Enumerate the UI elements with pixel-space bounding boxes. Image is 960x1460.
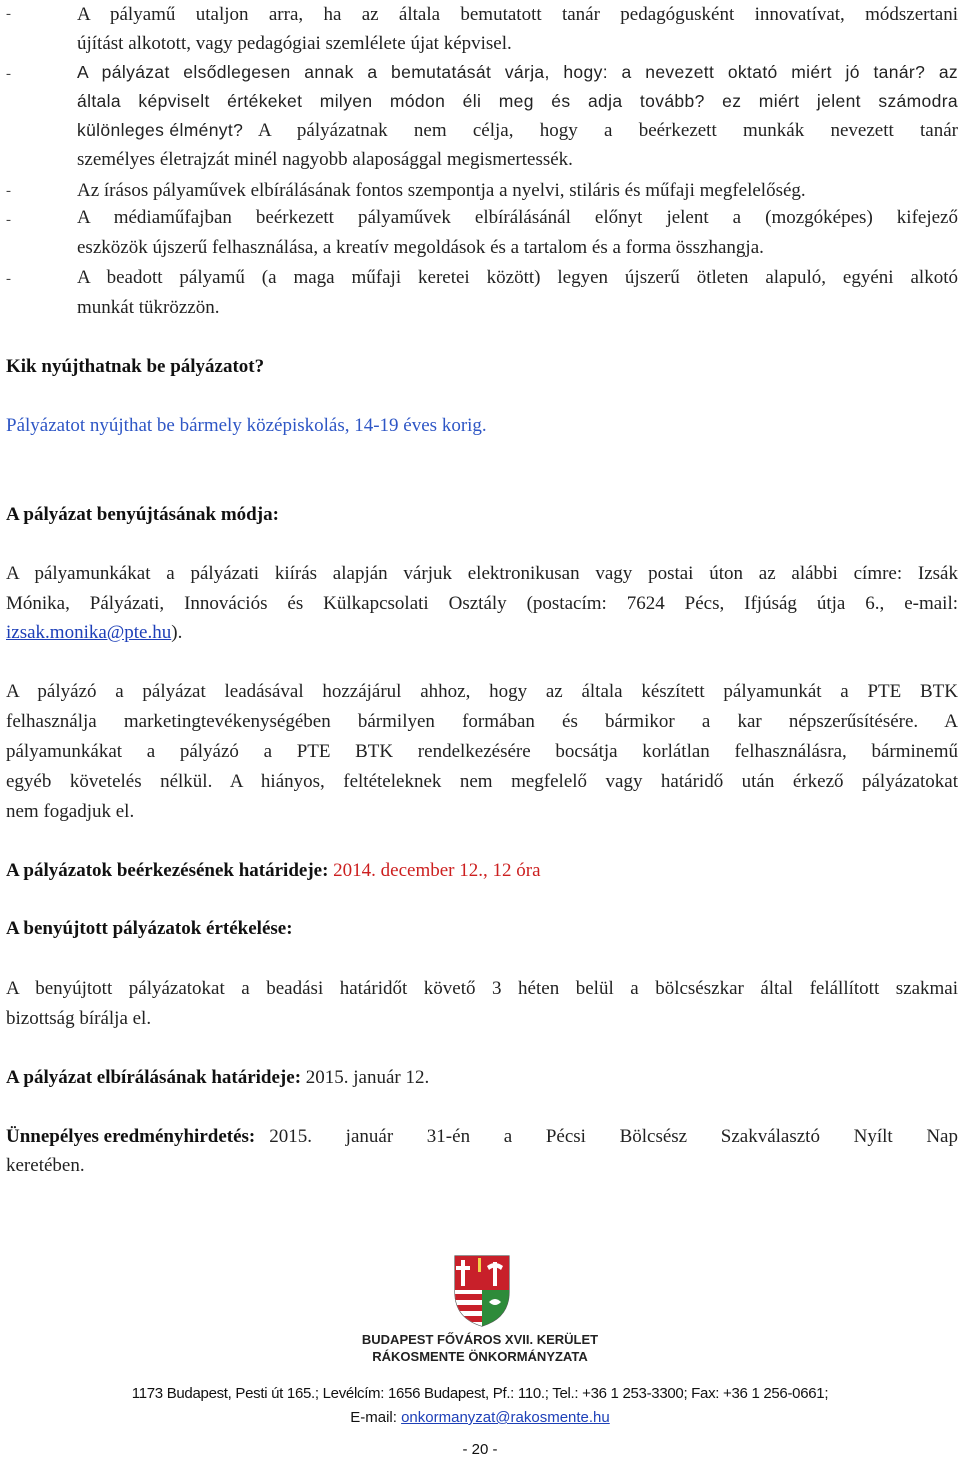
submission-p1-line-3 [6, 618, 182, 648]
judging-deadline-value: 2015. január 12. [305, 1067, 430, 1088]
bullet-2-highlight: különleges élményt? [77, 120, 244, 140]
deadline-time: , 12 óra [483, 860, 541, 881]
ceremony-line-1 [6, 1122, 958, 1152]
ceremony-label: Ünnepélyes eredményhirdetés: [6, 1126, 256, 1147]
bullet-dash: - [6, 271, 11, 287]
ceremony-line-2: keretében. [6, 1155, 85, 1176]
bullet-3-text: Az írásos pályaművek elbírálásának fontos szempontja a nyelvi, stiláris és műfaji megfelelőség. [77, 180, 806, 201]
submission-p2-line-5: nem fogadjuk el. [6, 801, 135, 822]
email-link[interactable]: izsak.monika@pte.hu [6, 622, 172, 643]
submission-p2-line-1: A pályázó a pályázat leadásával hozzájárul ahhoz, hogy az általa készített pályamunkát a PTE BTK [6, 681, 958, 702]
who-text: Pályázatot nyújthat be bármely középiskolás, 14-19 éves korig. [6, 415, 487, 436]
footer-address: 1173 Budapest, Pesti út 165.; Levélcím: 1656 Budapest, Pf.: 110.; Tel.: +36 1 253-3300; Fax: +36 1 256-0661; [131, 1385, 829, 1402]
submission-p2-line-2: felhasználja marketingtevékenységében bármilyen formában és bármikor a kar népszerűsítésére. A [6, 711, 958, 732]
submission-p1-end: ). [171, 622, 183, 643]
footer-org-line-1: BUDAPEST FŐVÁROS XVII. KERÜLET [361, 1332, 599, 1347]
evaluation-line-2: bizottság bírálja el. [6, 1008, 152, 1029]
bullet-2-line-1: A pályázat elsődlegesen annak a bemutatását várja, hogy: a nevezett oktató miért jó tanár? az [77, 62, 958, 82]
submission-heading: A pályázat benyújtásának módja: [6, 504, 279, 525]
judging-deadline-line [6, 1063, 429, 1093]
bullet-1-line-2: újítást alkotott, vagy pedagógiai szemlélete újat képvisel. [77, 33, 512, 54]
submission-p1-line-2: Mónika, Pályázati, Innovációs és Külkapcsolati Osztály (postacím: 7624 Pécs, Ifjúság útja 6., e-mail: [6, 593, 958, 614]
deadline-date: 2014. december 12. [333, 860, 484, 881]
page-number: - 20 - [462, 1441, 498, 1458]
evaluation-line-1: A benyújtott pályázatokat a beadási határidőt követő 3 héten belül a bölcsészkar által felállított szakmai [6, 978, 958, 999]
bullet-dash: - [6, 66, 11, 82]
footer-email-link[interactable]: onkormanyzat@rakosmente.hu [401, 1409, 610, 1426]
bullet-dash: - [6, 212, 11, 228]
who-heading: Kik nyújthatnak be pályázatot? [6, 356, 265, 377]
bullet-dash: - [6, 6, 11, 22]
bullet-1-line-1: A pályamű utaljon arra, ha az általa bemutatott tanár pedagógusként innovatívat, módszertani [77, 4, 958, 25]
ceremony-value: 2015. január 31-én a Pécsi Bölcsész Szakválasztó Nyílt Nap [269, 1126, 958, 1147]
evaluation-heading: A benyújtott pályázatok értékelése: [6, 918, 293, 939]
footer-org-line-2: RÁKOSMENTE ÖNKORMÁNYZATA [372, 1349, 588, 1364]
judging-deadline-label: A pályázat elbírálásának határideje: [6, 1067, 302, 1088]
submission-p2-line-3: pályamunkákat a pályázó a PTE BTK rendelkezésére bocsátja korlátlan felhasználásra, bárminemű [6, 741, 958, 762]
bullet-2-line-2: általa képviselt értékeket milyen módon éli meg és adja tovább? ez miért jelent számodra [77, 91, 958, 111]
bullet-2-line-3-text: A pályázatnak nem célja, hogy a beérkezett munkák nevezett tanár [258, 120, 958, 141]
bullet-dash: - [6, 183, 11, 199]
bullet-4-line-2: eszközök újszerű felhasználása, a kreatív megoldások és a tartalom és a forma összhangja. [77, 237, 764, 258]
footer-email-line [0, 1408, 960, 1428]
bullet-4-line-1: A médiaműfajban beérkezett pályaművek elbírálásánál előnyt jelent a (mozgóképes) kifejező [77, 207, 958, 228]
bullet-5-line-1: A beadott pályamű (a maga műfaji keretei között) legyen újszerű ötleten alapuló, egyéni alkotó [77, 267, 958, 288]
submission-p2-line-4: egyéb követelés nélkül. A hiányos, feltételeknek nem megfelelő vagy határidő után érkező pályázatokat [6, 771, 958, 792]
submission-p1-line-1: A pályamunkákat a pályázati kiírás alapján várjuk elektronikusan vagy postai úton az alábbi címre: Izsák [6, 563, 958, 584]
footer-email-label: E-mail: [350, 1409, 402, 1426]
crest-logo [449, 1252, 515, 1328]
crest-icon [449, 1252, 515, 1328]
bullet-2-line-4: személyes életrajzát minél nagyobb alaposággal megismertessék. [77, 149, 573, 170]
bullet-2-line-3 [77, 116, 958, 146]
deadline-line [6, 856, 541, 886]
deadline-label: A pályázatok beérkezésének határideje: [6, 860, 329, 881]
bullet-5-line-2: munkát tükrözzön. [77, 297, 220, 318]
